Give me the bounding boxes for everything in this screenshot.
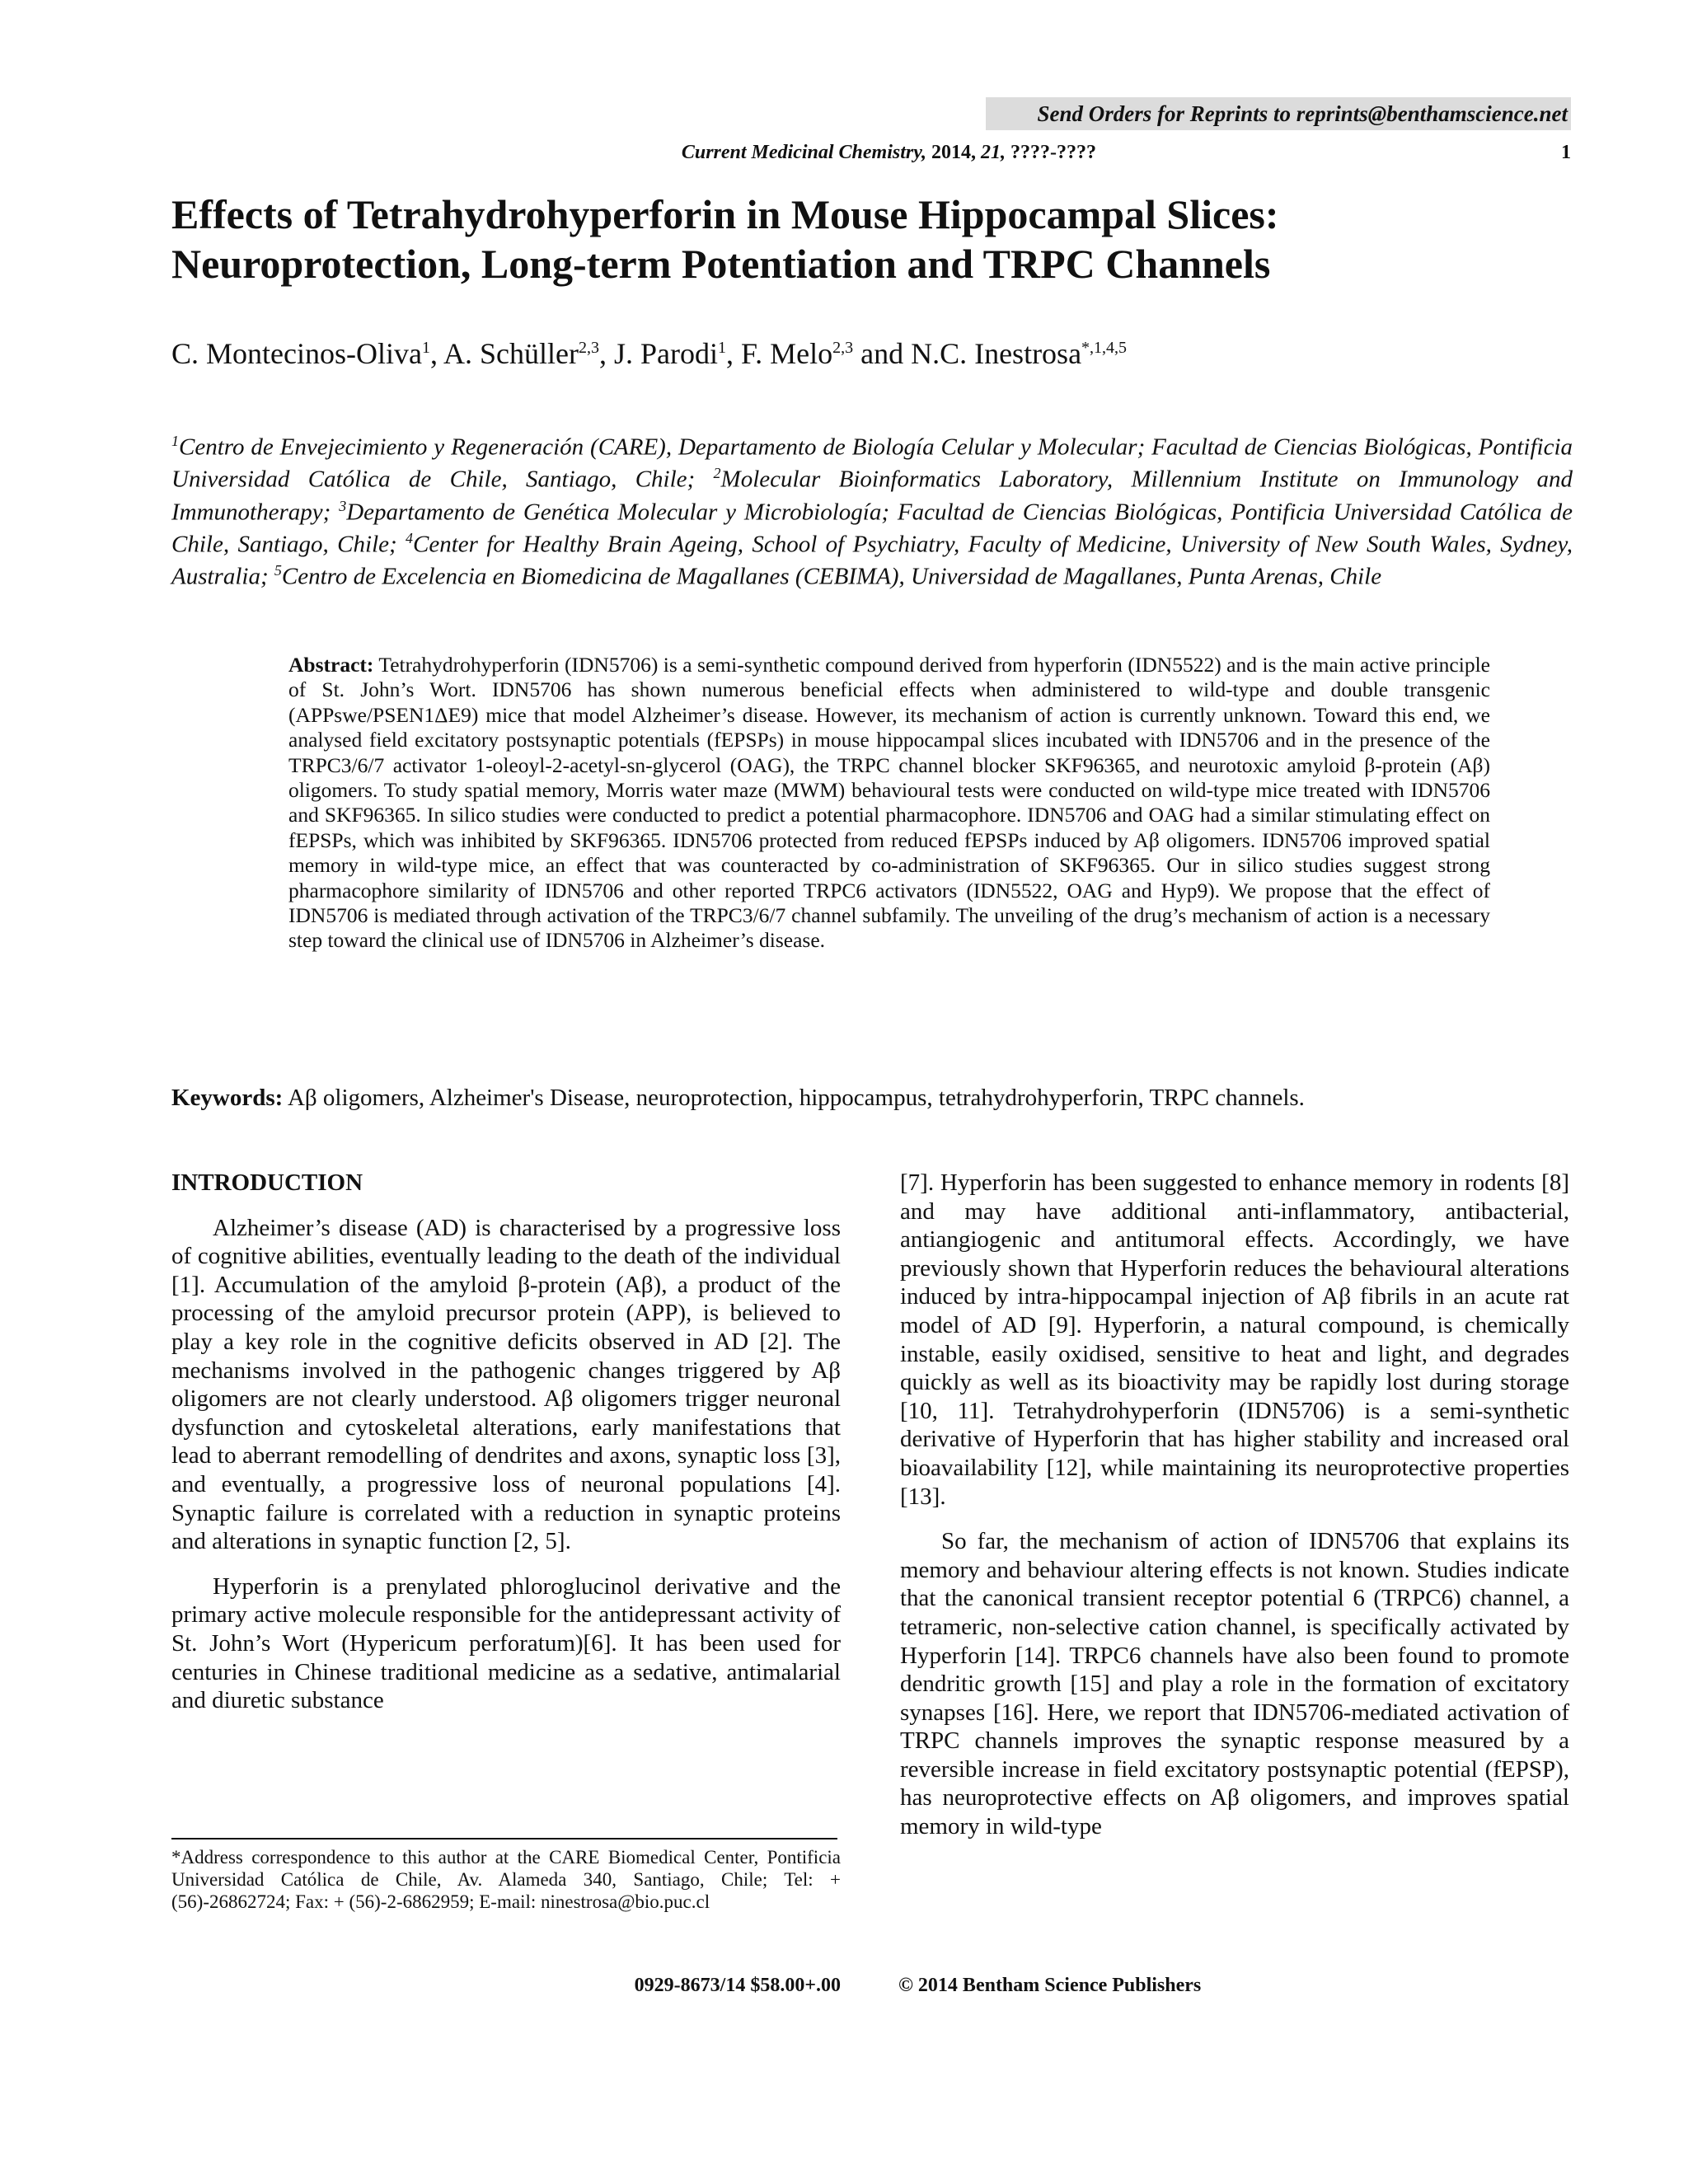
author-affiliation-mark: 2,3 xyxy=(832,339,854,357)
author-affiliation-mark: 1 xyxy=(421,339,430,357)
body-paragraph: Alzheimer’s disease (AD) is characterised by a progressive loss of cognitive abilities, eventually leading to the death of the individual [1]. Accumulation of the amyloid β-protein (Aβ), a product of the processing of the amyloid precursor protein (APP), is believed to play a key role in the cognitive deficits observed in AD [2]. The mechanisms involved in the pathogenic changes triggered by Aβ oligomers are not clearly understood. Aβ oligomers trigger neuronal dysfunction and cytoskeletal alterations, early manifestations that lead to aberrant remodelling of dendrites and axons, synaptic loss [3], and eventually, a progressive loss of neuronal populations [4]. Synaptic failure is correlated with a reduction in synaptic proteins and alterations in synaptic function [2, 5]. xyxy=(171,1214,841,1555)
author-name: C. Montecinos-Oliva xyxy=(171,337,422,370)
footnote-divider xyxy=(171,1838,837,1840)
left-column xyxy=(171,1169,841,1732)
affiliations xyxy=(171,429,1573,591)
journal-volume: 21, xyxy=(981,142,1006,163)
abstract-text: Tetrahydrohyperforin (IDN5706) is a semi-synthetic compound derived from hyperforin (IDN5522) and is the main active principle of St. John’s Wort. IDN5706 has shown numerous beneficial effects when administered to wild-type and double transgenic (APPswe/PSEN1ΔE9) mice that model Alzheimer’s disease. However, its mechanism of action is currently unknown. Toward this end, we analysed field excitatory postsynaptic potentials (fEPSPs) in mouse hippocampal slices incubated with IDN5706 and in the presence of the TRPC3/6/7 activator 1-oleoyl-2-acetyl-sn-glycerol (OAG), the TRPC channel blocker SKF96365, and neurotoxic amyloid β-protein (Aβ) oligomers. To study spatial memory, Morris water maze (MWM) behavioural tests were conducted on wild-type mice treated with IDN5706 and SKF96365. In silico studies were conducted to predict a potential pharmacophore. IDN5706 and OAG had a similar stimulating effect on fEPSPs, which was inhibited by SKF96365. IDN5706 protected from reduced fEPSPs induced by Aβ oligomers. IDN5706 improved spatial memory in wild-type mice, an effect that was counteracted by co-administration of SKF96365. Our in silico studies suggest strong pharmacophore similarity of IDN5706 and other reported TRPC6 activators (IDN5522, OAG and Hyp9). We propose that the effect of IDN5706 is mediated through activation of the TRPC3/6/7 channel subfamily. The unveiling of the drug’s mechanism of action is a necessary step toward the clinical use of IDN5706 in Alzheimer’s disease. xyxy=(288,653,1490,953)
journal-year: 2014, xyxy=(931,142,976,163)
issn-price: 0929-8673/14 $58.00+.00 xyxy=(634,1975,841,1996)
affiliation-number: 1 xyxy=(171,433,179,449)
paper-title: Effects of Tetrahydrohyperforin in Mouse Hippocampal Slices: Neuroprotection, Long-term Potentiation and TRPC Channels xyxy=(171,191,1279,287)
affiliation-number: 3 xyxy=(339,497,347,514)
author-affiliation-mark: 2,3 xyxy=(578,339,599,357)
keywords-text: Aβ oligomers, Alzheimer's Disease, neuroprotection, hippocampus, tetrahydrohyperforin, TRPC channels. xyxy=(287,1085,1305,1111)
page-number: 1 xyxy=(1561,142,1571,163)
keywords-label: Keywords: xyxy=(171,1085,284,1111)
author-separator: , xyxy=(598,337,614,370)
affiliation-text: Departamento de Genética Molecular y Microbiología; Facultad de Ciencias Biológicas, Pontificia Universidad Católica de Chile, Santiago, Chile; xyxy=(171,499,1573,558)
author-name: F. Melo xyxy=(740,337,833,370)
journal-pages: ????-???? xyxy=(1010,142,1096,163)
journal-name: Current Medicinal Chemistry, xyxy=(681,142,926,163)
affiliation-number: 4 xyxy=(406,530,414,547)
body-paragraph: Hyperforin is a prenylated phloroglucinol derivative and the primary active molecule responsible for the antidepressant activity of St. John’s Wort (Hypericum perforatum)[6]. It has been used for centuries in Chinese traditional medicine as a sedative, antimalarial and diuretic substance xyxy=(171,1572,841,1714)
body-paragraph: [7]. Hyperforin has been suggested to enhance memory in rodents [8] and may have additional anti-inflammatory, antibacterial, antiangiogenic and antitumoral effects. Accordingly, we have previously shown that Hyperforin reduces the behavioural alterations induced by intra-hippocampal injection of Aβ fibrils in an acute rat model of AD [9]. Hyperforin, a natural compound, is chemically instable, easily oxidised, sensitive to heat and light, and degrades quickly as well as its bioactivity may be rapidly lost during storage [10, 11]. Tetrahydrohyperforin (IDN5706) is a semi-synthetic derivative of Hyperforin that has higher stability and increased oral bioavailability [12], while maintaining its neuroprotective properties [13]. xyxy=(900,1169,1569,1510)
author-separator: , xyxy=(429,337,443,370)
affiliation-number: 5 xyxy=(274,562,282,579)
reprints-banner: Send Orders for Reprints to reprints@benthamscience.net xyxy=(986,97,1571,130)
author-affiliation-mark: *,1,4,5 xyxy=(1081,339,1128,357)
section-heading-introduction: INTRODUCTION xyxy=(171,1169,363,1196)
affiliation-text: Centro de Excelencia en Biomedicina de Magallanes (CEBIMA), Universidad de Magallanes, Punta Arenas, Chile xyxy=(281,564,1382,591)
right-column xyxy=(900,1169,1569,1858)
affiliation-number: 2 xyxy=(713,465,721,482)
author-separator: , xyxy=(725,337,741,370)
affiliation-text: Center for Healthy Brain Ageing, School of Psychiatry, Faculty of Medicine, University of New South Wales, Sydney, Australia; xyxy=(171,531,1573,591)
author-affiliation-mark: 1 xyxy=(717,339,726,357)
author-name: J. Parodi xyxy=(613,337,718,370)
abstract xyxy=(288,653,1490,954)
author-name: N.C. Inestrosa xyxy=(911,337,1082,370)
body-paragraph: So far, the mechanism of action of IDN5706 that explains its memory and behaviour altering effects is not known. Studies indicate that the canonical transient receptor potential 6 (TRPC6) channel, a tetrameric, non-selective cation channel, is specifically activated by Hyperforin [14]. TRPC6 channels have also been found to promote dendritic growth [15] and play a role in the formation of excitatory synapses [16]. Here, we report that IDN5706-mediated activation of TRPC channels improves the synaptic response measured by a reversible increase in field excitatory postsynaptic potential (fEPSP), has neuroprotective effects on Aβ oligomers, and improves spatial memory in wild-type xyxy=(900,1528,1569,1840)
keywords xyxy=(171,1083,1573,1113)
abstract-label: Abstract: xyxy=(288,653,374,677)
affiliation-text: Centro de Envejecimiento y Regeneración (CARE), Departamento de Biología Celular y Molecular; Facultad de Ciencias Biológicas, Pontificia Universidad Católica de Chile, Santiago, Chile; xyxy=(171,434,1573,494)
affiliation-text: Molecular Bioinformatics Laboratory, Millennium Institute on Immunology and Immunotherapy; xyxy=(171,466,1573,526)
correspondence-footnote: *Address correspondence to this author at the CARE Biomedical Center, Pontificia Universidad Católica de Chile, Av. Alameda 340, Santiago, Chile; Tel: + (56)-26862724; Fax: + (56)-2-6862959; E-mail: ninestrosa@bio.puc.cl xyxy=(171,1847,841,1912)
journal-citation xyxy=(165,142,1096,164)
copyright-notice: © 2014 Bentham Science Publishers xyxy=(898,1975,1202,1996)
author-list xyxy=(171,330,1573,372)
author-name: A. Schüller xyxy=(443,337,579,370)
author-separator: and xyxy=(853,337,912,370)
